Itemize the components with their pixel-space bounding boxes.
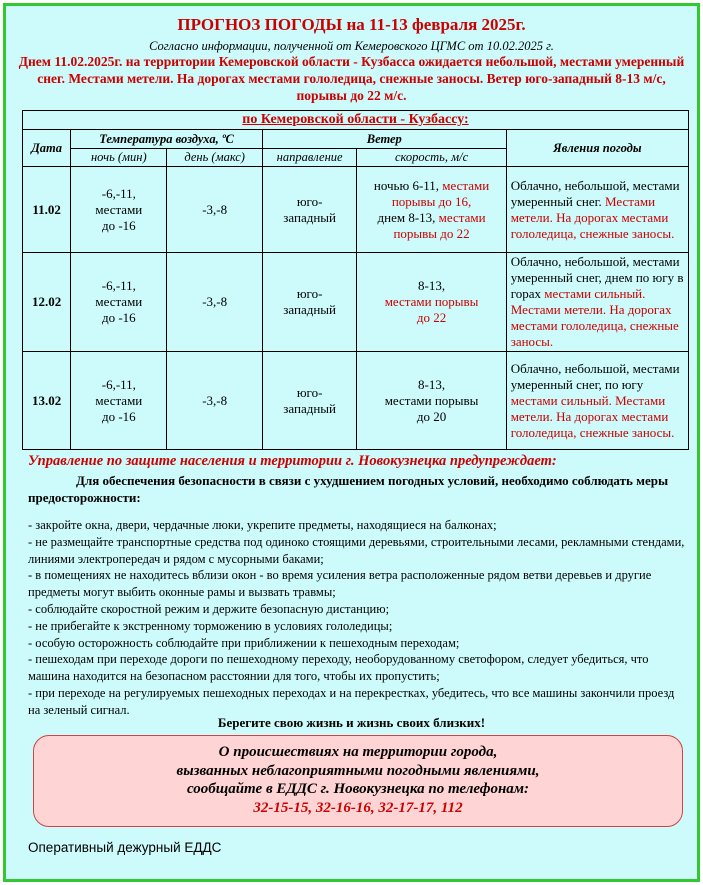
row-direction: юго- западный: [262, 167, 357, 253]
duty-signature: Оперативный дежурный ЕДДС: [28, 840, 222, 855]
row-phenomena: Облачно, небольшой, местами умеренный снег, днем по югу в горах местами сильный. Местами метели. На дорогах местами гололедица, снежные заносы.: [506, 253, 688, 352]
row-date: 13.02: [23, 352, 71, 450]
row-day: -3,-8: [167, 167, 262, 253]
forecast-table: [22, 129, 689, 450]
row-night: -6,-11, местами до -16: [71, 352, 167, 450]
contact-box: [33, 735, 683, 827]
list-item: - закройте окна, двери, чердачные люки, укрепите предметы, находящиеся на балконах;: [28, 518, 497, 532]
row-direction: юго- западный: [262, 352, 357, 450]
header-night: ночь (мин): [71, 149, 167, 167]
row-day: -3,-8: [167, 253, 262, 352]
list-item: - соблюдайте скоростной режим и держите безопасную дистанцию;: [28, 601, 390, 616]
row-direction: юго- западный: [262, 253, 357, 352]
list-item: - особую осторожность соблюдайте при приближении к пешеходным переходам;: [28, 635, 460, 650]
header-wind: Ветер: [262, 130, 506, 149]
source-note: Согласно информации, полученной от Кемеровского ЦГМС от 10.02.2025 г.: [149, 39, 554, 53]
header-day: день (макс): [167, 149, 262, 167]
safety-measures: [28, 517, 685, 719]
region-heading: по Кемеровской области - Кузбассу:: [22, 110, 689, 129]
forecast-summary: Днем 11.02.2025г. на территории Кемеровской области - Кузбасса ожидается небольшой, местами умеренный снег. Местами метели. На дорогах местами гололедица, снежные заносы. Ветер юго-западный 8-13 м/с, порывы до 22 м/с.: [18, 54, 685, 103]
header-date: Дата: [23, 130, 71, 167]
row-date: 12.02: [23, 253, 71, 352]
warning-intro: Для обеспечения безопасности в связи с ухудшением погодных условий, необходимо соблюдать меры предосторожности:: [28, 473, 669, 505]
contact-line: О происшествиях на территории города,: [218, 744, 498, 760]
forecast-page: [3, 3, 700, 882]
table-row: [23, 352, 689, 450]
care-slogan: Берегите свою жизнь и жизнь своих близких!: [217, 715, 486, 730]
phone-numbers: 32-15-15, 32-16-16, 32-17-17, 112: [253, 799, 463, 816]
list-item: - не размещайте транспортные средства под одиноко стоящими деревьями, строительными лесами, рекламными стендами, линиями электропередач и рядом с мусорными баками;: [28, 534, 685, 566]
row-phenomena: Облачно, небольшой, местами умеренный снег, по югу местами сильный. Местами метели. На дорогах местами гололедица, снежные заносы.: [506, 352, 688, 450]
row-phenomena: Облачно, небольшой, местами умеренный снег. Местами метели. На дорогах местами гололедица, снежные заносы.: [506, 167, 688, 253]
header-direction: направление: [262, 149, 357, 167]
page-title: ПРОГНОЗ ПОГОДЫ на 11-13 февраля 2025г.: [177, 15, 526, 34]
row-night: -6,-11, местами до -16: [71, 253, 167, 352]
header-speed: скорость, м/с: [357, 149, 506, 167]
header-phenomena: Явления погоды: [506, 130, 688, 167]
row-night: -6,-11, местами до -16: [71, 167, 167, 253]
row-date: 11.02: [23, 167, 71, 253]
contact-line: сообщайте в ЕДДС г. Новокузнецка по телефонам:: [186, 781, 530, 797]
table-row: [23, 253, 689, 352]
list-item: - не прибегайте к экстренному торможению в условиях гололедицы;: [28, 618, 393, 633]
list-item: - пешеходам при переходе дороги по пешеходному переходу, необорудованному светофором, следует убедиться, что машина находится на безопасном расстоянии для того, чтобы их пропустить;: [28, 652, 649, 684]
row-speed: ночью 6-11, местами порывы до 16, днем 8-13, местами порывы до 22: [357, 167, 506, 253]
row-speed: 8-13, местами порывы до 20: [357, 352, 506, 450]
table-row: [23, 167, 689, 253]
list-item: - в помещениях не находитесь вблизи окон - во время усиления ветра расположенные рядом ветви деревьев и другие предметы могут выбить оконные рамы и вызвать травмы;: [28, 568, 652, 600]
contact-line: вызванных неблагоприятными погодными явлениями,: [176, 762, 540, 779]
header-temperature: Температура воздуха, ºС: [71, 130, 263, 149]
warning-heading: Управление по защите населения и территории г. Новокузнецка предупреждает:: [28, 453, 557, 469]
row-day: -3,-8: [167, 352, 262, 450]
row-speed: 8-13, местами порывы до 22: [357, 253, 506, 352]
list-item: - при переходе на регулируемых пешеходных переходах и на перекрестках, убедитесь, что все машины закончили проезд на зеленый сигнал.: [28, 685, 675, 717]
